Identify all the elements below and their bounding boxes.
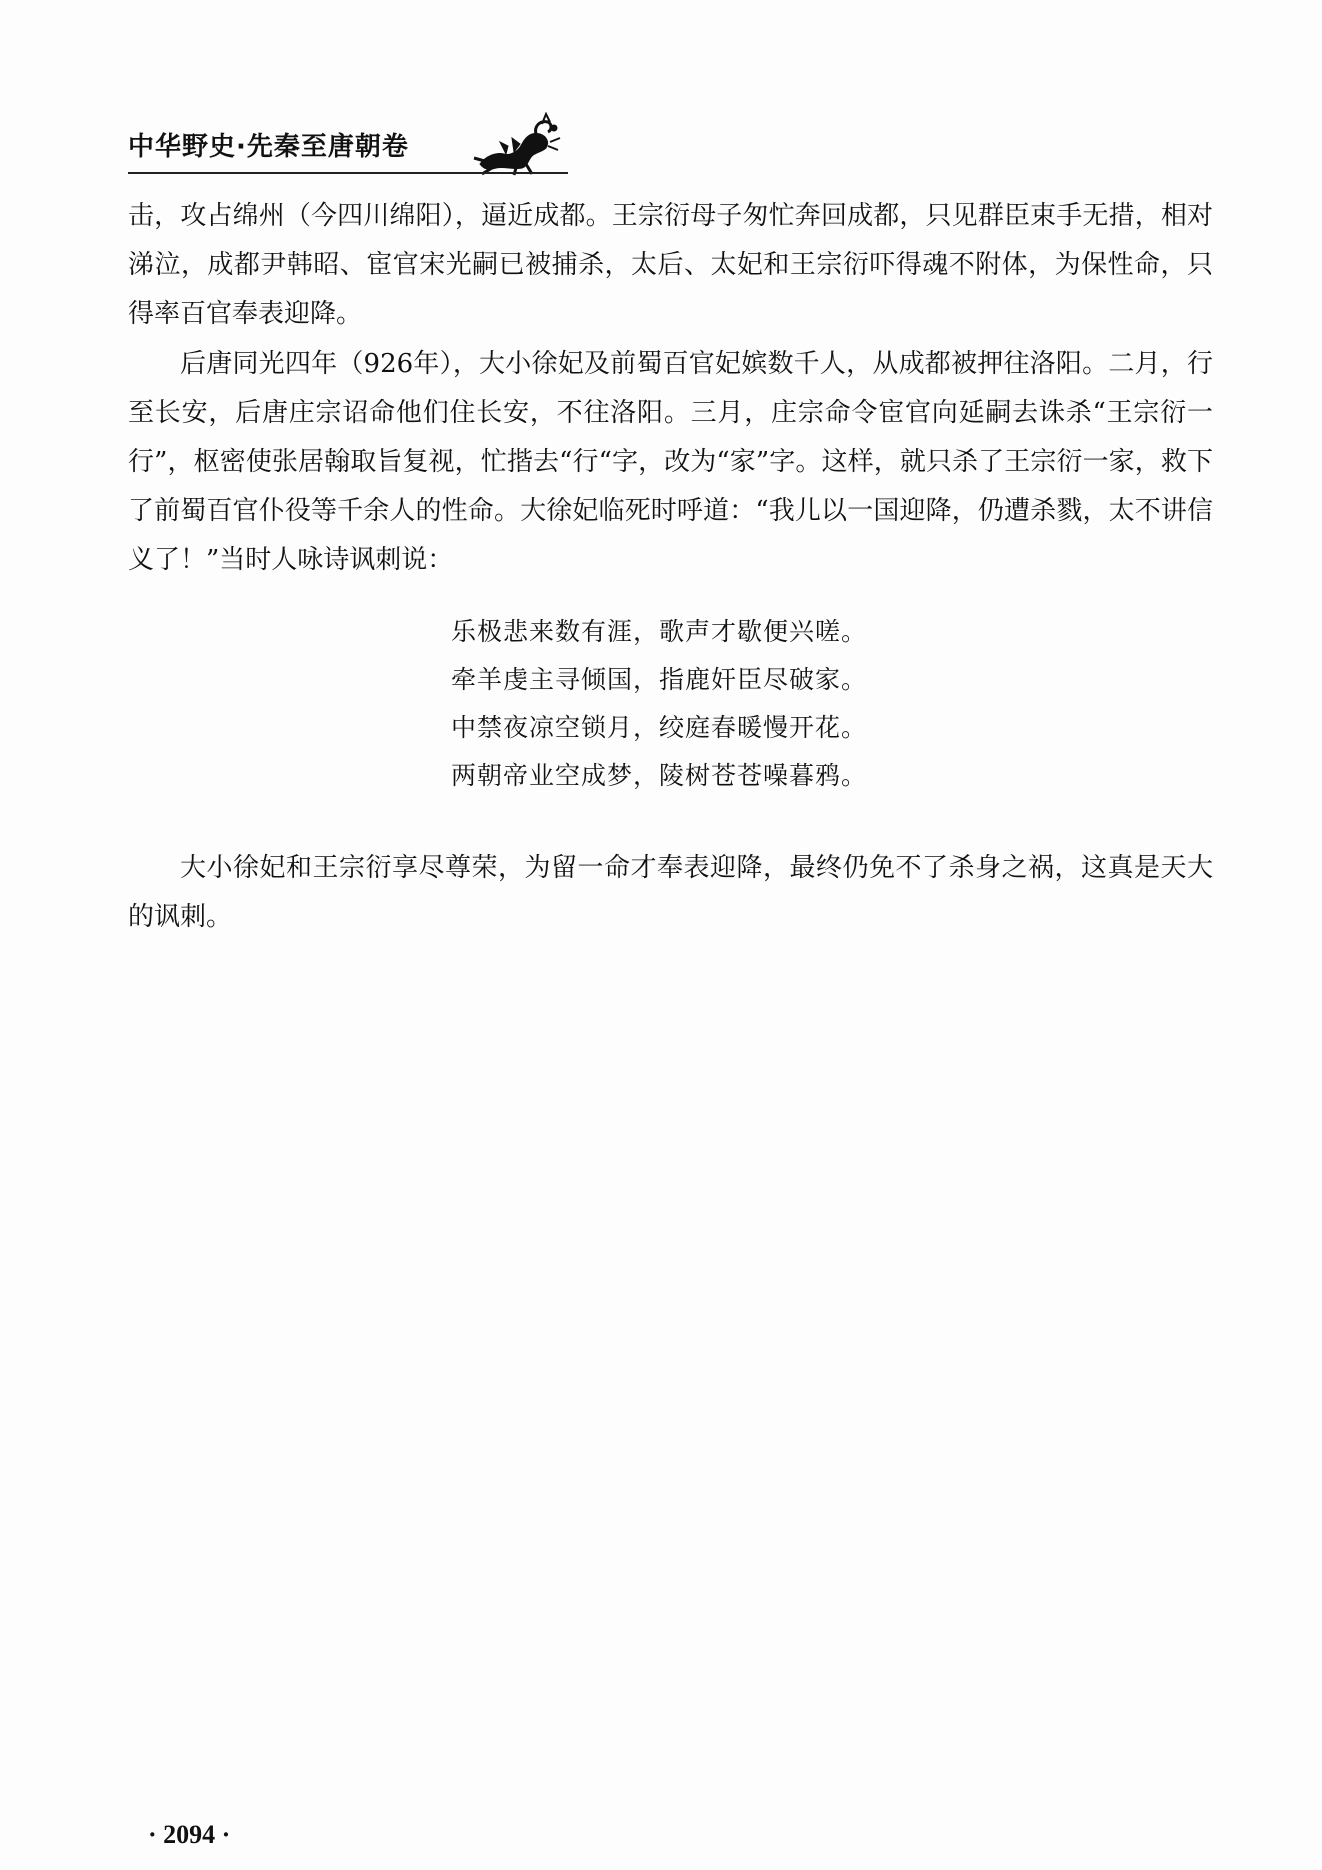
page-number: · 2094 · [148,1820,231,1849]
poem-line-3: 中禁夜凉空锁月，绞庭春暖慢开花。 [451,713,868,742]
running-header [128,112,568,176]
paragraph-1: 击，攻占绵州（今四川绵阳），逼近成都。王宗衍母子匆忙奔回成都，只见群臣束手无措，相对涕泣，成都尹韩昭、宦官宋光嗣已被捕杀，太后、太妃和王宗衍吓得魂不附体，为保性命，只得率百官奉表迎降。 [128,201,1213,329]
poem-line-4: 两朝帝业空成梦，陵树苍苍噪暮鸦。 [451,761,868,790]
poem-line-1: 乐极悲来数有涯，歌声才歇便兴嗟。 [451,617,868,646]
dragon-emblem-icon [466,112,562,176]
paragraph-2: 后唐同光四年（926年），大小徐妃及前蜀百官妃嫔数千人，从成都被押往洛阳。二月，行至长安，后唐庄宗诏命他们住长安，不往洛阳。三月，庄宗命令宦官向延嗣去诛杀“王宗衍一行”，枢密使张居翰取旨复视，忙揩去“行“字，改为“家”字。这样，就只杀了王宗衍一家，救下了前蜀百官仆役等千余人的性命。大徐妃临死时呼道：“我儿以一国迎降，仍遭杀戮，太不讲信义了！”当时人咏诗讽刺说： [128,349,1213,575]
paragraph-3: 大小徐妃和王宗衍享尽尊荣，为留一命才奉表迎降，最终仍免不了杀身之祸，这真是天大的讽刺。 [128,853,1213,932]
header-rule [128,172,568,174]
book-title: 中华野史·先秦至唐朝卷 [128,132,409,162]
poem-block [451,608,867,800]
poem-line-2: 牵羊虔主寻倾国，指鹿奸臣尽破家。 [451,665,868,694]
